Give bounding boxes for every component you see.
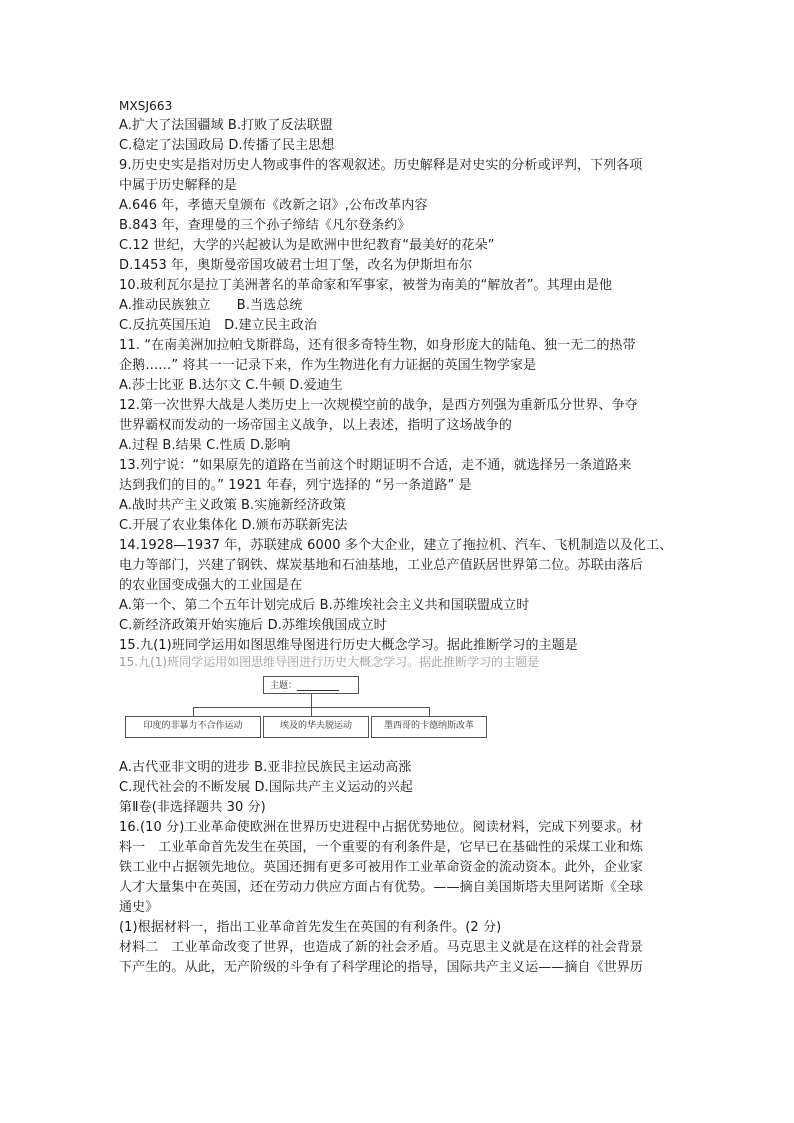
option-line: C.新经济政策开始实施后 D.苏维埃俄国成立时 xyxy=(119,618,387,633)
option-line: A.第一个、第二个五年计划完成后 B.苏维埃社会主义共和国联盟成立时 xyxy=(119,598,530,613)
theme-box xyxy=(263,676,359,694)
text-line: 中属于历史解释的是 xyxy=(119,178,237,193)
mind-map-node: 墨西哥的卡德纳斯改革 xyxy=(371,716,487,738)
mind-map-node: 印度的非暴力不合作运动 xyxy=(125,716,261,738)
text-line: C.稳定了法国政局 D.传播了民主思想 xyxy=(119,138,335,153)
material-text: 材料二 工业革命改变了世界，也造成了新的社会矛盾。马克思主义就是在这样的社会背景 xyxy=(119,940,644,955)
question-stem: 13.列宁说：“如果原先的道路在当前这个时期证明不合适，走不通，就选择另一条道路来 xyxy=(119,458,632,473)
option-line: C.12 世纪，大学的兴起被认为是欧洲中世纪教育“最美好的花朵” xyxy=(119,238,495,253)
material-text: 人才大量集中在英国，还在劳动力供应方面占有优势。——摘自美国斯塔夫里阿诺斯《全球 xyxy=(119,880,644,895)
option-line: A.过程 B.结果 C.性质 D.影响 xyxy=(119,438,291,453)
text-line: 电力等部门，兴建了钢铁、煤炭基地和石油基地，工业总产值跃居世界第二位。苏联由落后 xyxy=(119,558,644,573)
option-line: A.推动民族独立 B.当选总统 xyxy=(119,298,303,313)
option-line: A.646 年，孝德天皇颁布《改新之诏》,公布改革内容 xyxy=(119,198,428,213)
material-text: 通史》 xyxy=(119,900,159,915)
text-line: 达到我们的目的。” 1921 年春，列宁选择的 “另一条道路” 是 xyxy=(119,478,472,493)
sub-question: (1)根据材料一，指出工业革命首先发生在英国的有利条件。(2 分) xyxy=(119,920,502,935)
material-text: 料一 工业革命首先发生在英国，一个重要的有利条件是，它早已在基础性的采煤工业和炼 xyxy=(119,840,644,855)
option-line: A.古代亚非文明的进步 B.亚非拉民族民主运动高涨 xyxy=(119,760,412,775)
text-line: 世界霸权而发动的一场帝国主义战争，以上表述，指明了这场战争的 xyxy=(119,418,513,433)
option-line: C.反抗英国压迫 D.建立民主政治 xyxy=(119,318,318,333)
connector-line xyxy=(311,707,312,716)
theme-blank xyxy=(297,681,339,691)
mind-map-diagram xyxy=(125,676,495,752)
section-heading: 第Ⅱ卷(非选择题共 30 分) xyxy=(119,800,266,815)
option-line: A.战时共产主义政策 B.实施新经济政策 xyxy=(119,498,346,513)
question-stem: 16.(10 分)工业革命使欧洲在世界历史进程中占据优势地位。阅读材料，完成下列要求。材 xyxy=(119,820,643,835)
option-line: C.开展了农业集体化 D.颁布苏联新宪法 xyxy=(119,518,348,533)
question-stem: 11. “在南美洲加拉帕戈斯群岛，还有很多奇特生物，如身形庞大的陆龟、独一无二的热带 xyxy=(119,338,636,353)
exam-code: MXSJ663 xyxy=(119,99,173,113)
connector-line xyxy=(193,707,194,716)
connector-line xyxy=(429,707,430,716)
option-line: C.现代社会的不断发展 D.国际共产主义运动的兴起 xyxy=(119,780,413,795)
text-line: 的农业国变成强大的工业国是在 xyxy=(119,578,303,593)
question-stem: 9.历史史实是指对历史人物或事件的客观叙述。历史解释是对史实的分析或评判，下列各项 xyxy=(119,158,643,173)
exam-page xyxy=(119,96,684,978)
scan-ghost-line: 15.九(1)班同学运用如图思维导图进行历史大概念学习。据此推断学习的主题是 xyxy=(119,656,540,668)
option-line: D.1453 年，奥斯曼帝国攻破君士坦丁堡，改名为伊斯坦布尔 xyxy=(119,258,473,273)
mind-map-node: 埃及的华夫脱运动 xyxy=(263,716,369,738)
text-line: 企鹅……” 将其一一记录下来，作为生物进化有力证据的英国生物学家是 xyxy=(119,358,537,373)
question-stem: 12.第一次世界大战是人类历史上一次规模空前的战争，是西方列强为重新瓜分世界、争夺 xyxy=(119,398,638,413)
option-line: B.843 年，查理曼的三个孙子缔结《凡尔登条约》 xyxy=(119,218,411,233)
question-stem: 15.九(1)班同学运用如图思维导图进行历史大概念学习。据此推断学习的主题是 xyxy=(119,638,578,653)
option-line: A.莎士比亚 B.达尔文 C.牛顿 D.爱迪生 xyxy=(119,378,343,393)
connector-line xyxy=(311,694,312,707)
material-text: 铁工业中占据领先地位。英国还拥有更多可被用作工业革命资金的流动资本。此外，企业家 xyxy=(119,860,644,875)
question-stem: 14.1928—1937 年，苏联建成 6000 多个大企业，建立了拖拉机、汽车、飞机制造以及化工、 xyxy=(119,538,673,553)
theme-label: 主题： xyxy=(270,681,298,691)
text-line: A.扩大了法国疆域 B.打败了反法联盟 xyxy=(119,118,333,133)
question-stem: 10.玻利瓦尔是拉丁美洲著名的革命家和军事家，被誉为南美的“解放者”。其理由是他 xyxy=(119,278,613,293)
material-text: 下产生的。从此，无产阶级的斗争有了科学理论的指导，国际共产主义运——摘自《世界历 xyxy=(119,960,644,975)
